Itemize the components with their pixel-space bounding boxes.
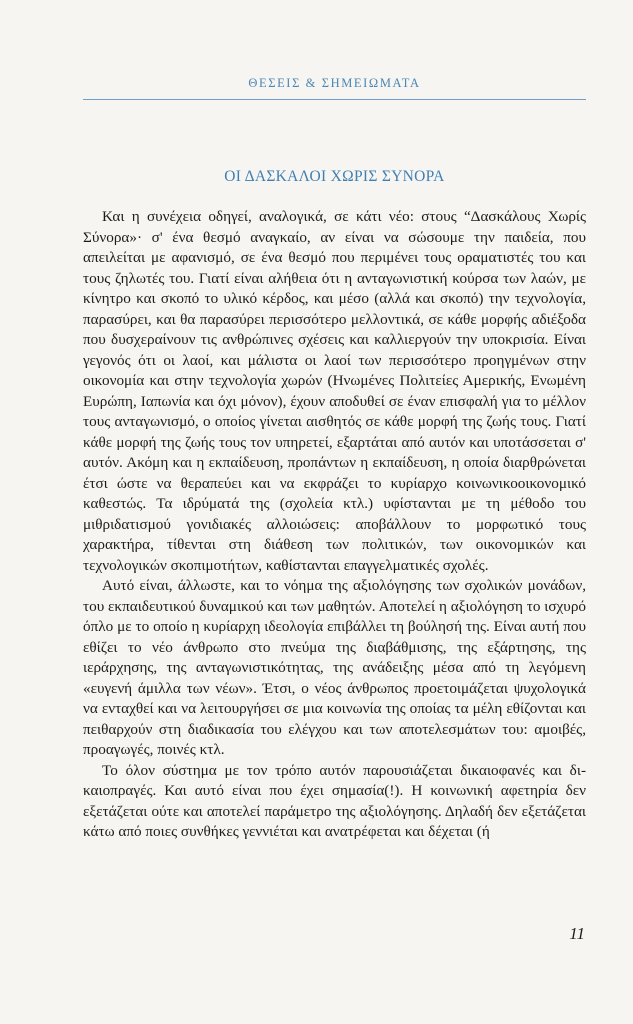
- paragraph-1: Και η συνέχεια οδηγεί, αναλογικά, σε κάτι νέο: στους “Δασκάλους Χωρίς Σύνορα»· σ' ένα θεσμό αναγκαίο, αν είναι να σώσουμε την παιδεία, που απειλείται με αφανισμό, σε ένα θεσμό που περιμένει τους οραματιστές του και τους ζηλωτές του. Γιατί είναι αλήθεια ότι η ανταγωνιστική κούρσα των λαών, με κίνητρο και σκοπό το υλικό κέρδος, και μέσο (αλλά και σκοπό) την τεχνολογία, παρασύρει, και θα παρασύρει περισσότερο μελλοντικά, σε κάθε μορφής αδιέξοδα που δυσχεραίνουν τις ανθρώπινες σχέσεις και καλλιεργούν την υποκρισία. Είναι γεγονός ότι οι λαοί, και μάλιστα οι λαοί των περισσότερο προηγμένων στην οικονομία και στην τεχνολογία χωρών (Ηνωμένες Πολιτείες Αμερικής, Ενωμένη Ευρώπη, Ιαπωνία και όχι μόνον), έχουν αποδυθεί σε έναν επισφαλή για το μέλλον τους ανταγωνισμό, ο οποίος γίνεται αισθητός σε κάθε μορφή της ζωής τους. Γιατί κάθε μορφή της ζωής τους τον υπηρετεί, εξαρτάται από αυτόν και υποτάσσεται σ' αυτόν. Ακόμη και η εκπαίδευση, προπάντων η εκπαίδευση, η οποία διαρθρώνεται έτσι ώστε να θεραπεύει και να εκφράζει το κυρίαρχο κοινωνικοοικονομικό καθεστώς. Τα ιδρύματά της (σχολεία κτλ.) υφίστανται με τη μέθοδο του μιθριδατισμού γονιδιακές αλλοιώσεις: αποβάλλουν το μορφωτικό τους χαρακτήρα, τίθενται στη διάθεση των πολιτικών, των οικονομικών και τεχνολογικών σκοπιμοτήτων, καθίστανται επαγγελματικές σχολές.: [83, 208, 586, 574]
- running-head: ΘΕΣΕΙΣ & ΣΗΜΕΙΩΜΑΤΑ: [248, 76, 421, 90]
- paragraph-2: Αυτό είναι, άλλωστε, και το νόημα της αξιολόγησης των σχολικών μονάδων, του εκπαιδευτικού δυναμικού και των μαθητών. Αποτελεί η αξιολόγηση το ισχυρό όπλο με το οποίο η κυρίαρχη ιδεολογία επιβάλλει τη βούλησή της. Είναι αυτή που εθίζει το νέο άνθρωπο στο πνεύμα της διαβάθμισης, της εξάρτησης, της ιεράρχησης, της ανταγωνιστικότητας, της ανάδειξης μέσα από τη λεγόμενη «ευγενή άμιλλα των νέων». Έτσι, ο νέος άνθρωπος προετοιμάζεται ψυχολογικά να ενταχθεί και να λειτουργήσει σε μια κοινωνία της οποίας τα μέλη εθίζονται και πειθαρχούν στη διαδικασία του ελέγχου και των αποτελεσμάτων του: αμοιβές, προαγωγές, ποινές κτλ.: [83, 577, 586, 758]
- page-number: 11: [569, 924, 585, 943]
- header-divider: [83, 99, 586, 100]
- paragraph-3: Το όλον σύστημα με τον τρόπο αυτόν παρουσιάζεται δικαιοφανές και δικαιοπραγές. Και αυτό είναι που έχει σημασία(!). Η κοινωνική αφετηρία δεν εξετάζεται ούτε και αποτελεί παράμετρο της αξιολόγησης. Δηλαδή δεν εξετάζεται κάτω από ποιες συνθήκες γεννιέται και ανατρέφεται και δέχεται (ή: [83, 761, 586, 840]
- article-body: [83, 207, 586, 843]
- article-title: ΟΙ ΔΑΣΚΑΛΟΙ ΧΩΡΙΣ ΣΥΝΟΡΑ: [224, 168, 445, 185]
